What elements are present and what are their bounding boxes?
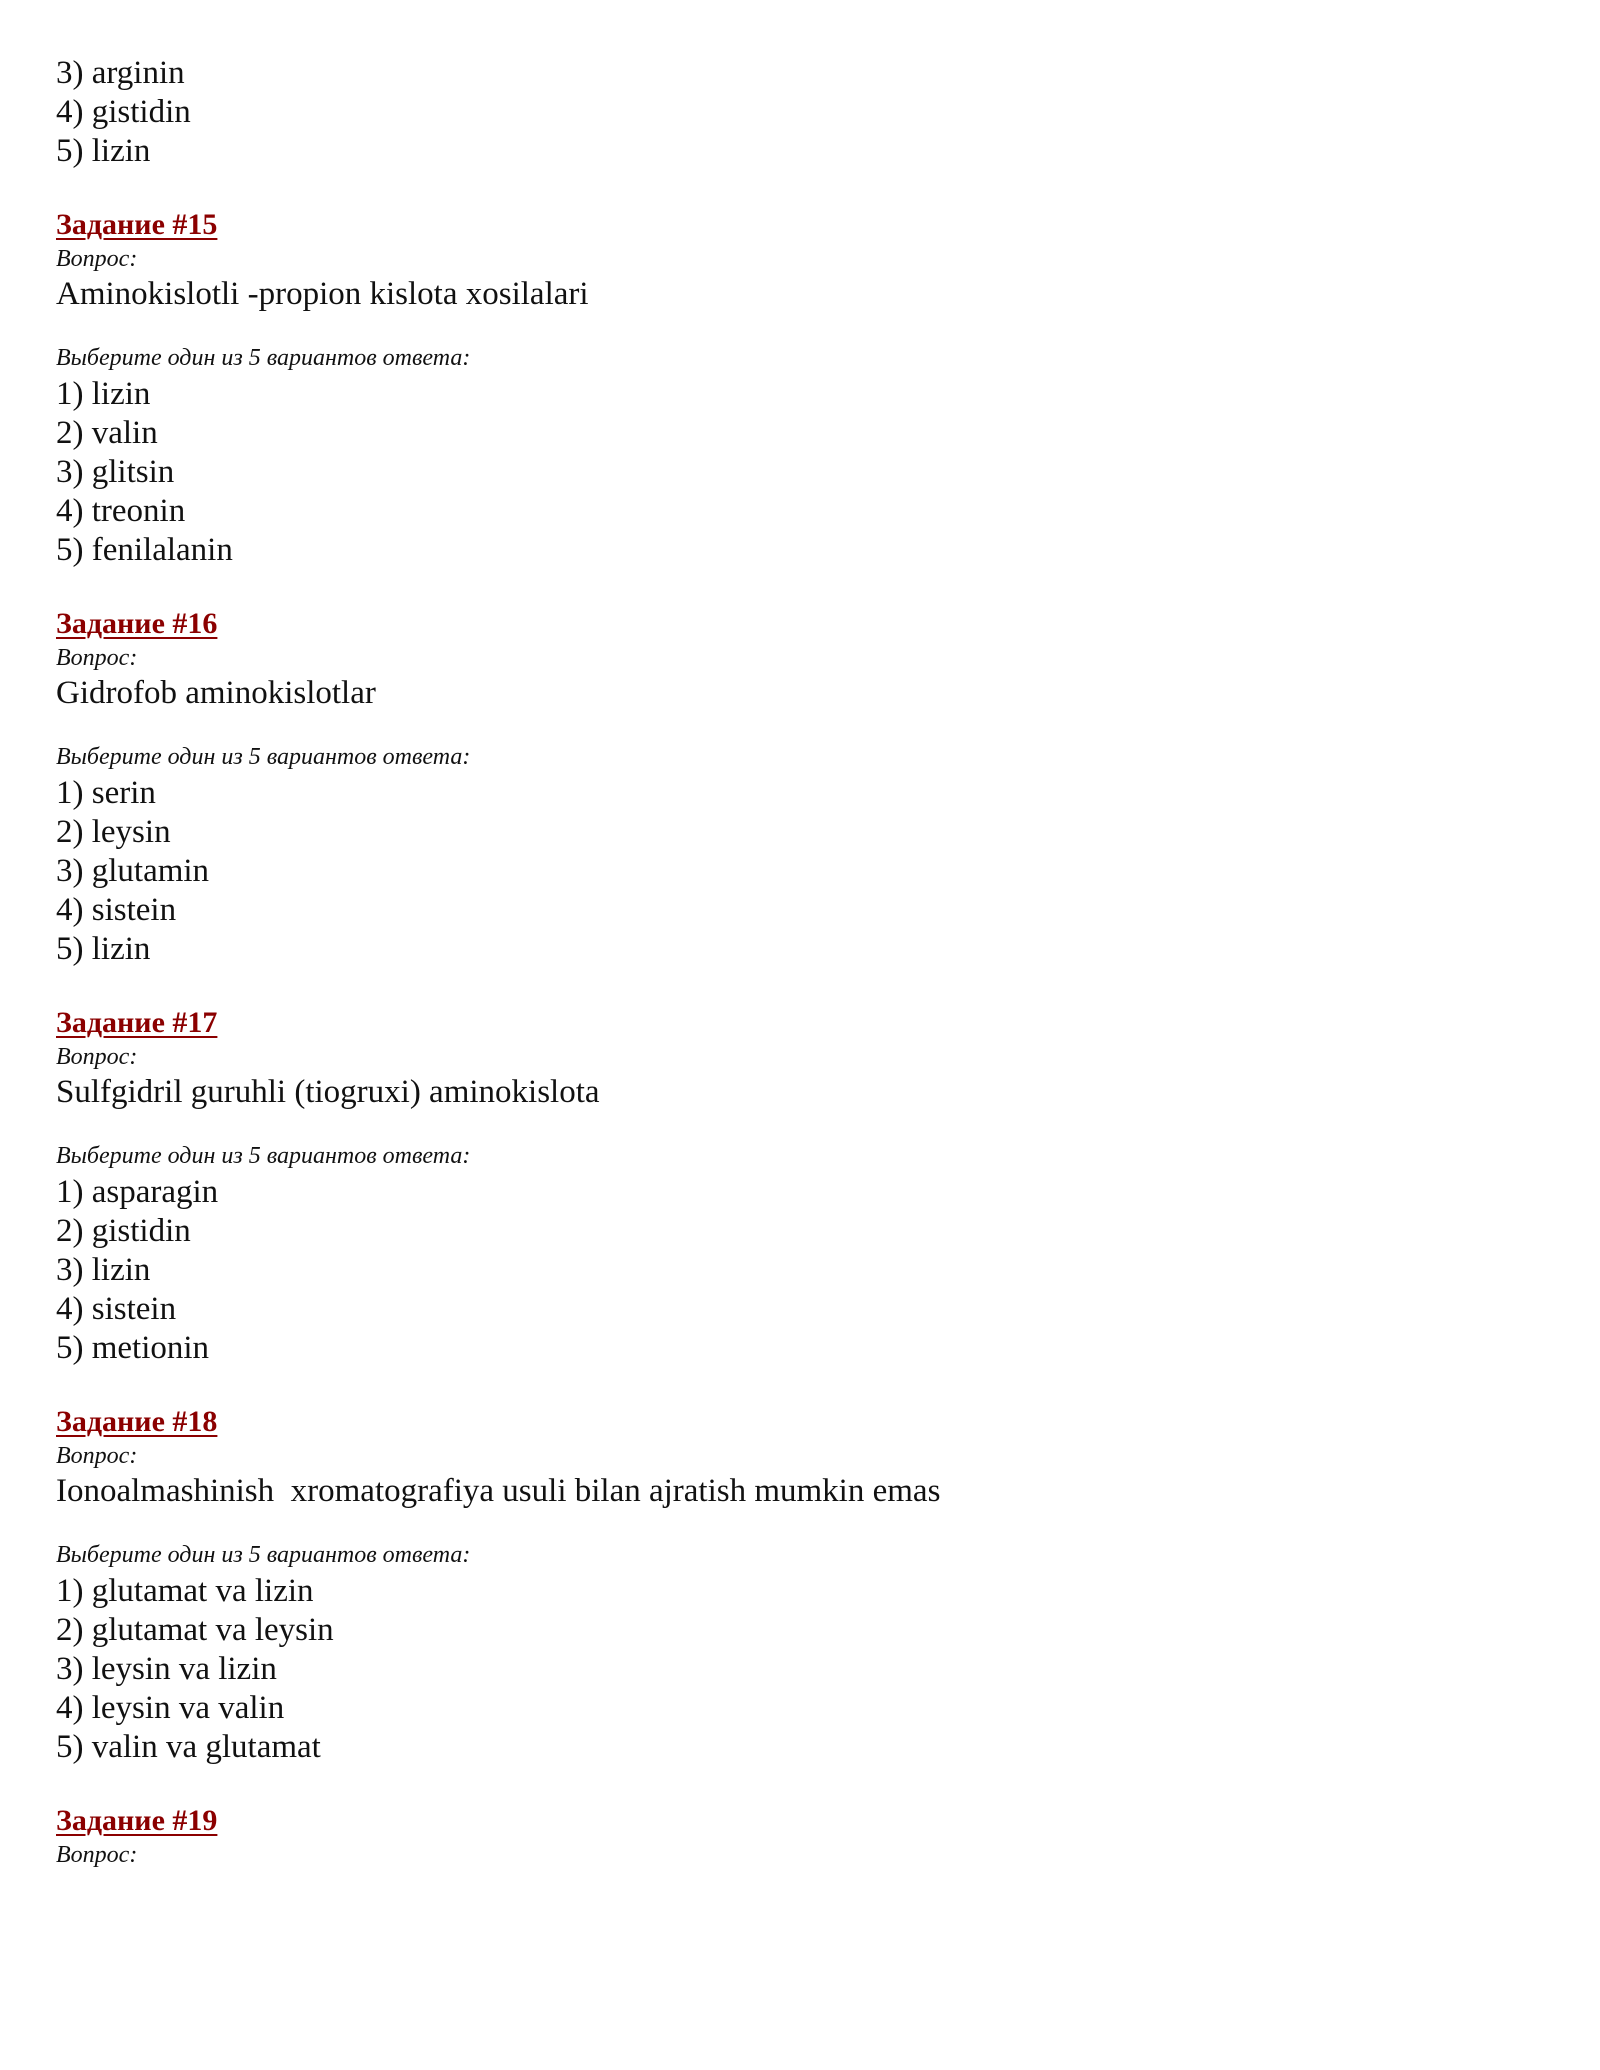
task-18 bbox=[56, 1402, 1536, 1767]
task-16 bbox=[56, 604, 1536, 969]
option-item: 2) gistidin bbox=[56, 1213, 191, 1249]
option-item: 1) asparagin bbox=[56, 1174, 219, 1210]
answer-options bbox=[56, 375, 1536, 570]
option-item: 3) glitsin bbox=[56, 454, 175, 490]
task-19 bbox=[56, 1801, 1536, 1869]
task-15 bbox=[56, 205, 1536, 570]
option-item: 2) valin bbox=[56, 415, 158, 451]
document-page bbox=[56, 54, 1536, 1869]
option-item: 1) serin bbox=[56, 775, 156, 811]
question-label: Вопрос: bbox=[56, 1044, 138, 1070]
question-label: Вопрос: bbox=[56, 1842, 138, 1868]
task-title-link[interactable]: Задание #15 bbox=[56, 208, 218, 241]
answer-options bbox=[56, 774, 1536, 969]
option-item: 4) sistein bbox=[56, 892, 177, 928]
answer-instruction: Выберите один из 5 вариантов ответа: bbox=[56, 345, 471, 371]
option-item: 2) glutamat va leysin bbox=[56, 1612, 334, 1648]
question-text: Gidrofob aminokislotlar bbox=[56, 675, 376, 711]
answer-instruction: Выберите один из 5 вариантов ответа: bbox=[56, 1143, 471, 1169]
option-item: 4) leysin va valin bbox=[56, 1690, 285, 1726]
answer-options bbox=[56, 1173, 1536, 1368]
question-label: Вопрос: bbox=[56, 645, 138, 671]
task-title-link[interactable]: Задание #18 bbox=[56, 1405, 218, 1438]
option-item: 5) lizin bbox=[56, 133, 151, 169]
answer-options bbox=[56, 1572, 1536, 1767]
question-text: Sulfgidril guruhli (tiogruxi) aminokislota bbox=[56, 1074, 600, 1110]
question-text: Ionoalmashinish xromatografiya usuli bilan ajratish mumkin emas bbox=[56, 1473, 941, 1509]
question-label: Вопрос: bbox=[56, 246, 138, 272]
option-item: 3) leysin va lizin bbox=[56, 1651, 277, 1687]
option-item: 5) fenilalanin bbox=[56, 532, 233, 568]
option-item: 3) lizin bbox=[56, 1252, 151, 1288]
task-17 bbox=[56, 1003, 1536, 1368]
task-title-link[interactable]: Задание #17 bbox=[56, 1006, 218, 1039]
option-item: 5) lizin bbox=[56, 931, 151, 967]
task-title-link[interactable]: Задание #19 bbox=[56, 1804, 218, 1837]
option-item: 1) glutamat va lizin bbox=[56, 1573, 314, 1609]
option-item: 2) leysin bbox=[56, 814, 171, 850]
option-item: 3) glutamin bbox=[56, 853, 210, 889]
question-label: Вопрос: bbox=[56, 1443, 138, 1469]
option-item: 3) arginin bbox=[56, 55, 185, 91]
option-item: 5) metionin bbox=[56, 1330, 210, 1366]
option-item: 4) sistein bbox=[56, 1291, 177, 1327]
task-title-link[interactable]: Задание #16 bbox=[56, 607, 218, 640]
answer-instruction: Выберите один из 5 вариантов ответа: bbox=[56, 1542, 471, 1568]
option-item: 5) valin va glutamat bbox=[56, 1729, 321, 1765]
answer-instruction: Выберите один из 5 вариантов ответа: bbox=[56, 744, 471, 770]
question-text: Aminokislotli -propion kislota xosilalari bbox=[56, 276, 589, 312]
option-item: 4) treonin bbox=[56, 493, 186, 529]
previous-task-options bbox=[56, 54, 1536, 171]
option-item: 4) gistidin bbox=[56, 94, 191, 130]
option-item: 1) lizin bbox=[56, 376, 151, 412]
